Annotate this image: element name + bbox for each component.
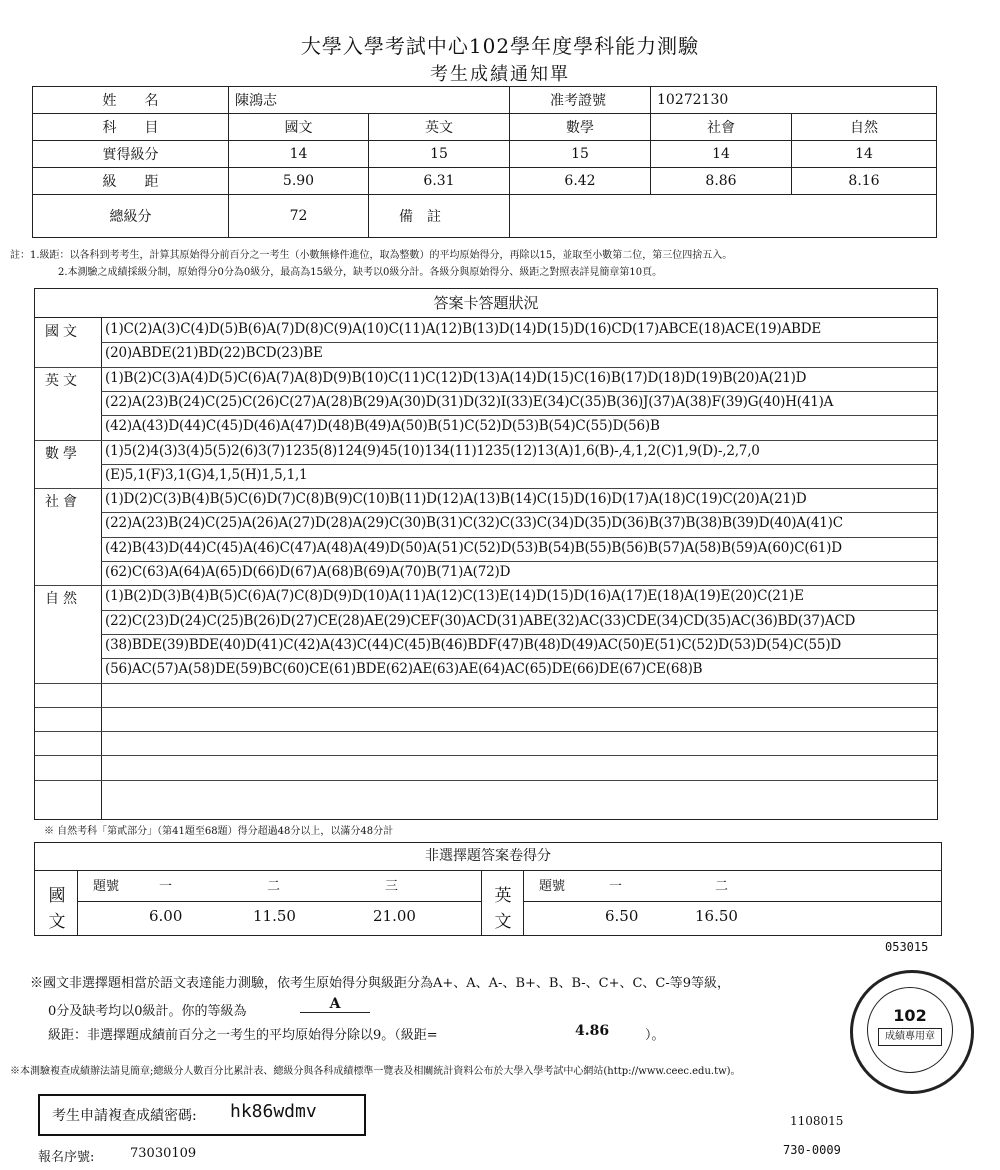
subject-divider xyxy=(35,585,937,586)
note-1: 註：1.級距：以各科到考考生，計算其原始得分前百分之一考生（小數無條件進位，取為整數）的平均原始得分，再除以15，並取至小數第二位，第三位四捨五入。 xyxy=(10,250,733,261)
seal-text: 成績專用章 xyxy=(878,1028,942,1046)
empty-row-line xyxy=(35,731,937,732)
answer-line: (20)ABDE(21)BD(22)BCD(23)BE xyxy=(105,345,323,362)
answer-line: (62)C(63)A(64)A(65)D(66)D(67)A(68)B(69)A(70)B(71)A(72)D xyxy=(105,564,511,580)
answer-card-footnote: ※ 自然考科「第貳部分」（第41題至68題）得分超過48分以上，以滿分48分計 xyxy=(44,826,394,837)
non-choice-title: 非選擇題答案卷得分 xyxy=(35,843,941,871)
cn-score: 6.00 xyxy=(149,907,183,925)
q-number-label: 題號 xyxy=(539,879,566,894)
chinese-writing-gap: 4.86 xyxy=(575,1023,610,1039)
cn-question: 二 xyxy=(267,879,281,894)
document-subtitle: 考生成績通知單 xyxy=(430,64,570,85)
non-choice-box xyxy=(34,842,942,936)
subject-header: 自然 xyxy=(792,114,937,141)
subject-divider xyxy=(35,440,937,441)
answer-subject-label: 自然 xyxy=(45,591,81,608)
note-2: 2.本測驗之成績採級分制，原始得分0分為0級分，最高為15級分，缺考以0級分計。各級分與原始得分、級距之對照表詳見簡章第10頁。 xyxy=(58,267,663,278)
subject-label: 科 目 xyxy=(33,114,229,141)
answer-line: (E)5,1(F)3,1(G)4,1,5(H)1,5,1,1 xyxy=(105,466,308,483)
answer-subject-label: 英文 xyxy=(45,372,81,389)
answer-line: (1)B(2)D(3)B(4)B(5)C(6)A(7)C(8)D(9)D(10)A(11)A(12)C(13)E(14)D(15)D(16)A(17)E(18)A(19)E(20)C(21)E xyxy=(105,588,804,605)
empty-row-line xyxy=(35,755,937,756)
code-1108015: 1108015 xyxy=(790,1114,844,1128)
level-value: 14 xyxy=(651,141,792,168)
en-score: 6.50 xyxy=(605,907,639,925)
total-value: 72 xyxy=(229,195,369,238)
seal-number: 102 xyxy=(893,1006,927,1025)
answer-subject-label: 社會 xyxy=(45,494,81,511)
empty-row-line xyxy=(35,683,937,684)
q-number-label: 題號 xyxy=(93,879,120,894)
remark-label: 備 註 xyxy=(369,195,510,238)
gap-value: 8.86 xyxy=(651,168,792,195)
answer-line: (42)A(43)D(44)C(45)D(46)A(47)D(48)B(49)A(50)B(51)C(52)D(53)B(54)C(55)D(56)B xyxy=(105,418,660,435)
cn-score: 21.00 xyxy=(373,907,416,925)
answer-line: (1)C(2)A(3)C(4)D(5)B(6)A(7)D(8)C(9)A(10)C(11)A(12)B(13)D(14)D(15)D(16)CD(17)ABCE(18)ACE(19)ABDE xyxy=(105,321,822,337)
exam-number: 10272130 xyxy=(651,87,937,114)
subject-divider xyxy=(35,367,937,368)
code-730-0009: 730-0009 xyxy=(783,1143,841,1157)
answer-card-title: 答案卡答題狀況 xyxy=(35,289,937,318)
answer-line: (1)5(2)4(3)3(4)5(5)2(6)3(7)1235(8)124(9)45(10)134(11)1235(12)13(A)1,6(B)-,4,1,2(C)1,9(D)-,2,7,0 xyxy=(105,442,760,459)
subject-header: 數學 xyxy=(510,114,651,141)
level-value: 14 xyxy=(792,141,937,168)
registration-label: 報名序號: xyxy=(38,1150,95,1165)
subject-divider xyxy=(35,488,937,489)
password-value: hk86wdmv xyxy=(230,1101,317,1122)
document-title: 大學入學考試中心102學年度學科能力測驗 xyxy=(300,34,700,58)
answer-line: (22)A(23)B(24)C(25)C(26)C(27)A(28)B(29)A(30)D(31)D(32)I(33)E(34)C(35)B(36)J(37)A(38)F(39)G(40)H(41)A xyxy=(105,393,834,410)
answer-line: (56)AC(57)A(58)DE(59)BC(60)CE(61)BDE(62)AE(63)AE(64)AC(65)DE(66)DE(67)CE(68)B xyxy=(105,661,703,678)
non-choice-chinese-label: 國 文 xyxy=(48,886,66,932)
official-seal-icon xyxy=(850,970,974,1094)
gap-value: 6.31 xyxy=(369,168,510,195)
cn-score: 11.50 xyxy=(253,907,296,925)
answer-line: (22)C(23)D(24)C(25)B(26)D(27)CE(28)AE(29)CEF(30)ACD(31)ABE(32)AC(33)CDE(34)CD(35)AC(36)BD(37)ACD xyxy=(105,612,856,629)
remark-value xyxy=(510,195,937,238)
level-value: 14 xyxy=(229,141,369,168)
gap-value: 5.90 xyxy=(229,168,369,195)
subject-header: 國文 xyxy=(229,114,369,141)
answer-line: (1)B(2)C(3)A(4)D(5)C(6)A(7)A(8)D(9)B(10)C(11)C(12)D(13)A(14)D(15)C(16)B(17)D(18)D(19)B(20)A(21)D xyxy=(105,369,807,386)
review-note: ※本測驗複查成績辦法請見簡章;總級分人數百分比累計表、總級分與各科成績標準一覽表及相關統計資料公布於大學入學考試中心網站(http://www.ceec.edu.tw)。 xyxy=(10,1066,741,1077)
empty-row-line xyxy=(35,780,937,781)
score-table xyxy=(32,86,937,238)
answer-card-box xyxy=(34,288,938,820)
total-label: 總級分 xyxy=(33,195,229,238)
name-label: 姓 名 xyxy=(33,87,229,114)
subject-header: 社會 xyxy=(651,114,792,141)
gap-value: 8.16 xyxy=(792,168,937,195)
chinese-writing-line2: 0分及缺考均以0級計。你的等級為 xyxy=(48,1004,247,1019)
chinese-writing-grade: A xyxy=(300,996,370,1013)
en-question: 二 xyxy=(715,879,729,894)
en-question: 一 xyxy=(609,879,623,894)
review-password-box xyxy=(38,1094,366,1136)
exam-no-label: 准考證號 xyxy=(510,87,651,114)
answer-line: (22)A(23)B(24)C(25)A(26)A(27)D(28)A(29)C(30)B(31)C(32)C(33)C(34)D(35)D(36)B(37)B(38)B(39)D(40)A(41)C xyxy=(105,515,843,532)
candidate-name: 陳鴻志 xyxy=(229,87,510,114)
code-053015: 053015 xyxy=(885,940,929,954)
cn-question: 一 xyxy=(159,879,173,894)
answer-line: (38)BDE(39)BDE(40)D(41)C(42)A(43)C(44)C(45)B(46)BDF(47)B(48)D(49)AC(50)E(51)C(52)D(53)D(54)C(55)D xyxy=(105,636,842,653)
registration-number: 73030109 xyxy=(130,1146,197,1161)
level-value: 15 xyxy=(510,141,651,168)
subject-header: 英文 xyxy=(369,114,510,141)
answer-line: (42)B(43)D(44)C(45)A(46)C(47)A(48)A(49)D(50)A(51)C(52)D(53)B(54)B(55)B(56)B(57)A(58)B(59)A(60)C(61)D xyxy=(105,539,842,556)
cn-question: 三 xyxy=(385,879,399,894)
non-choice-english-label: 英 文 xyxy=(494,886,512,932)
level-label: 實得級分 xyxy=(33,141,229,168)
chinese-writing-line3: 級距：非選擇題成績前百分之一考生的平均原始得分除以9。（級距= xyxy=(48,1028,438,1043)
chinese-writing-line3-end: ）。 xyxy=(645,1028,665,1043)
gap-value: 6.42 xyxy=(510,168,651,195)
empty-row-line xyxy=(35,707,937,708)
password-label: 考生申請複查成績密碼: xyxy=(52,1108,197,1124)
level-value: 15 xyxy=(369,141,510,168)
gap-label: 級 距 xyxy=(33,168,229,195)
answer-subject-label: 數學 xyxy=(45,445,81,462)
chinese-writing-line1: ※國文非選擇題相當於語文表達能力測驗，依考生原始得分與級距分為A+、A、A-、B+、B、B-、C+、C、C-等9等級， xyxy=(30,976,731,991)
en-score: 16.50 xyxy=(695,907,738,925)
answer-line: (1)D(2)C(3)B(4)B(5)C(6)D(7)C(8)B(9)C(10)B(11)D(12)A(13)B(14)C(15)D(16)D(17)A(18)C(19)C(20)A(21)D xyxy=(105,491,807,508)
answer-subject-label: 國文 xyxy=(45,324,81,340)
